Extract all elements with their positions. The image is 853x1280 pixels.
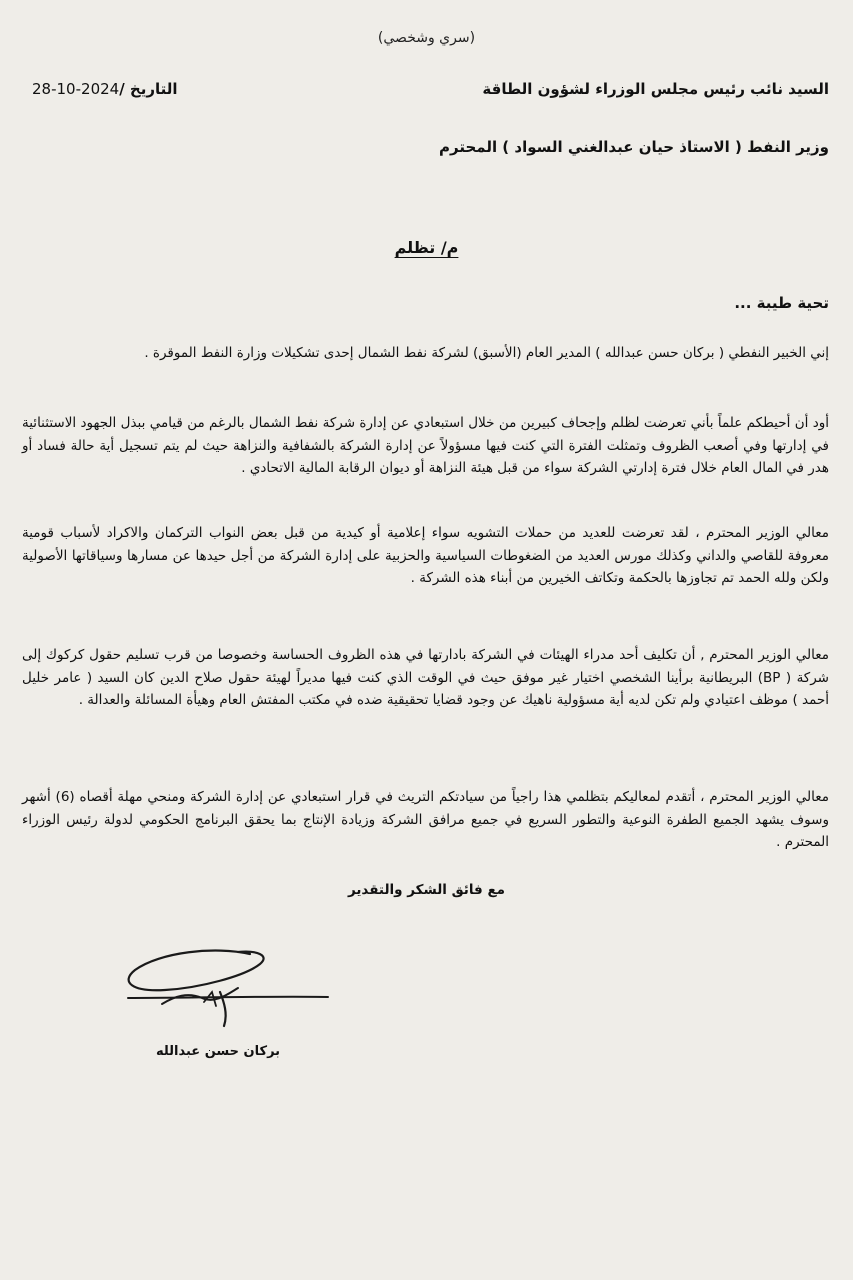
- addressee-title: السيد نائب رئيس مجلس الوزراء لشؤون الطاقة: [482, 80, 829, 98]
- subject-heading: [0, 238, 853, 257]
- signer-name: بركان حسن عبدالله: [155, 1044, 281, 1059]
- date-value: 2024-10-28: [32, 80, 120, 98]
- date-label: التاريخ /: [119, 80, 178, 98]
- handwritten-signature: [120, 940, 340, 1030]
- closing-line: مع فائق الشكر والتقدير: [347, 882, 506, 898]
- date-line: [32, 80, 178, 98]
- paragraph-replacement-objection: معالي الوزير المحترم , أن تكليف أحد مدراء الهيئات في الشركة بادارتها في هذه الظروف الحساسة وخصوصا من قرب تسليم حقول كركوك إلى شركة ( BP) البريطانية برأينا الشخصي اختيار غير موفق حيث في الوقت الذي كنت فيها مديراً لهيئة حقول صلاح الدين كان السيد ( عامر خليل أحمد ) موظف اعتيادي ولم تكن لديه أية مسؤولية ناهيك عن وجود قضايا تحقيقية ضده في مكتب المفتش العام وهيأة المسائلة والعدالة .: [22, 647, 829, 708]
- minister-addressee: وزير النفط ( الاستاذ حيان عبدالغني السواد ) المحترم: [439, 138, 829, 156]
- paragraph-defamation-campaigns: معالي الوزير المحترم ، لقد تعرضت للعديد من حملات التشويه سواء إعلامية أو كيدية من قبل بعض النواب التركمان والاكراد لأسباب قومية معروفة للقاصي والداني وكذلك مورس العديد من الضغوطات السياسية والحزبية على إدارة الشركة من أجل حيدها عن مسارها وسياقاتها الأصولية ولكن ولله الحمد تم تجاوزها بالحكمة وتكاتف الخيرين من أبناء هذه الشركة .: [22, 525, 829, 586]
- paragraph-introduction: إني الخبير النفطي ( بركان حسن عبدالله ) المدير العام (الأسبق) لشركة نفط الشمال إحدى تشكيلات وزارة النفط الموقرة .: [144, 345, 829, 361]
- subject-text: م/ تظلم: [394, 238, 459, 257]
- greeting: تحية طيبة ...: [734, 294, 829, 312]
- paragraph-request: معالي الوزير المحترم ، أتقدم لمعاليكم بتظلمي هذا راجياً من سيادتكم التريث في قرار استبعادي عن إدارة الشركة ومنحي مهلة أقصاه (6) أشهر وسوف يشهد الجميع الطفرة النوعية والتطور السريع في جميع مرافق الشركة وزيادة الإنتاج بما يحقق البرنامج الحكومي لدولة رئيس الوزراء المحترم .: [22, 789, 829, 850]
- paragraph-dismissal-complaint: أود أن أحيطكم علماً بأني تعرضت لظلم وإجحاف كبيرين من خلال استبعادي عن إدارة شركة نفط الشمال بالرغم من قيامي ببذل الجهود الاستثنائية في إدارتها وفي أصعب الظروف وتمثلت الفترة التي كنت فيها مسؤولاً عن إدارة الشركة بالشفافية والنزاهة حيث لم يتم تسجيل أية حالة فساد أو هدر في المال العام خلال فترة إدارتي الشركة سواء من قبل هيئة النزاهة أو ديوان الرقابة المالية الاتحادي .: [22, 415, 829, 476]
- classification-note: (سري وشخصي): [377, 30, 476, 46]
